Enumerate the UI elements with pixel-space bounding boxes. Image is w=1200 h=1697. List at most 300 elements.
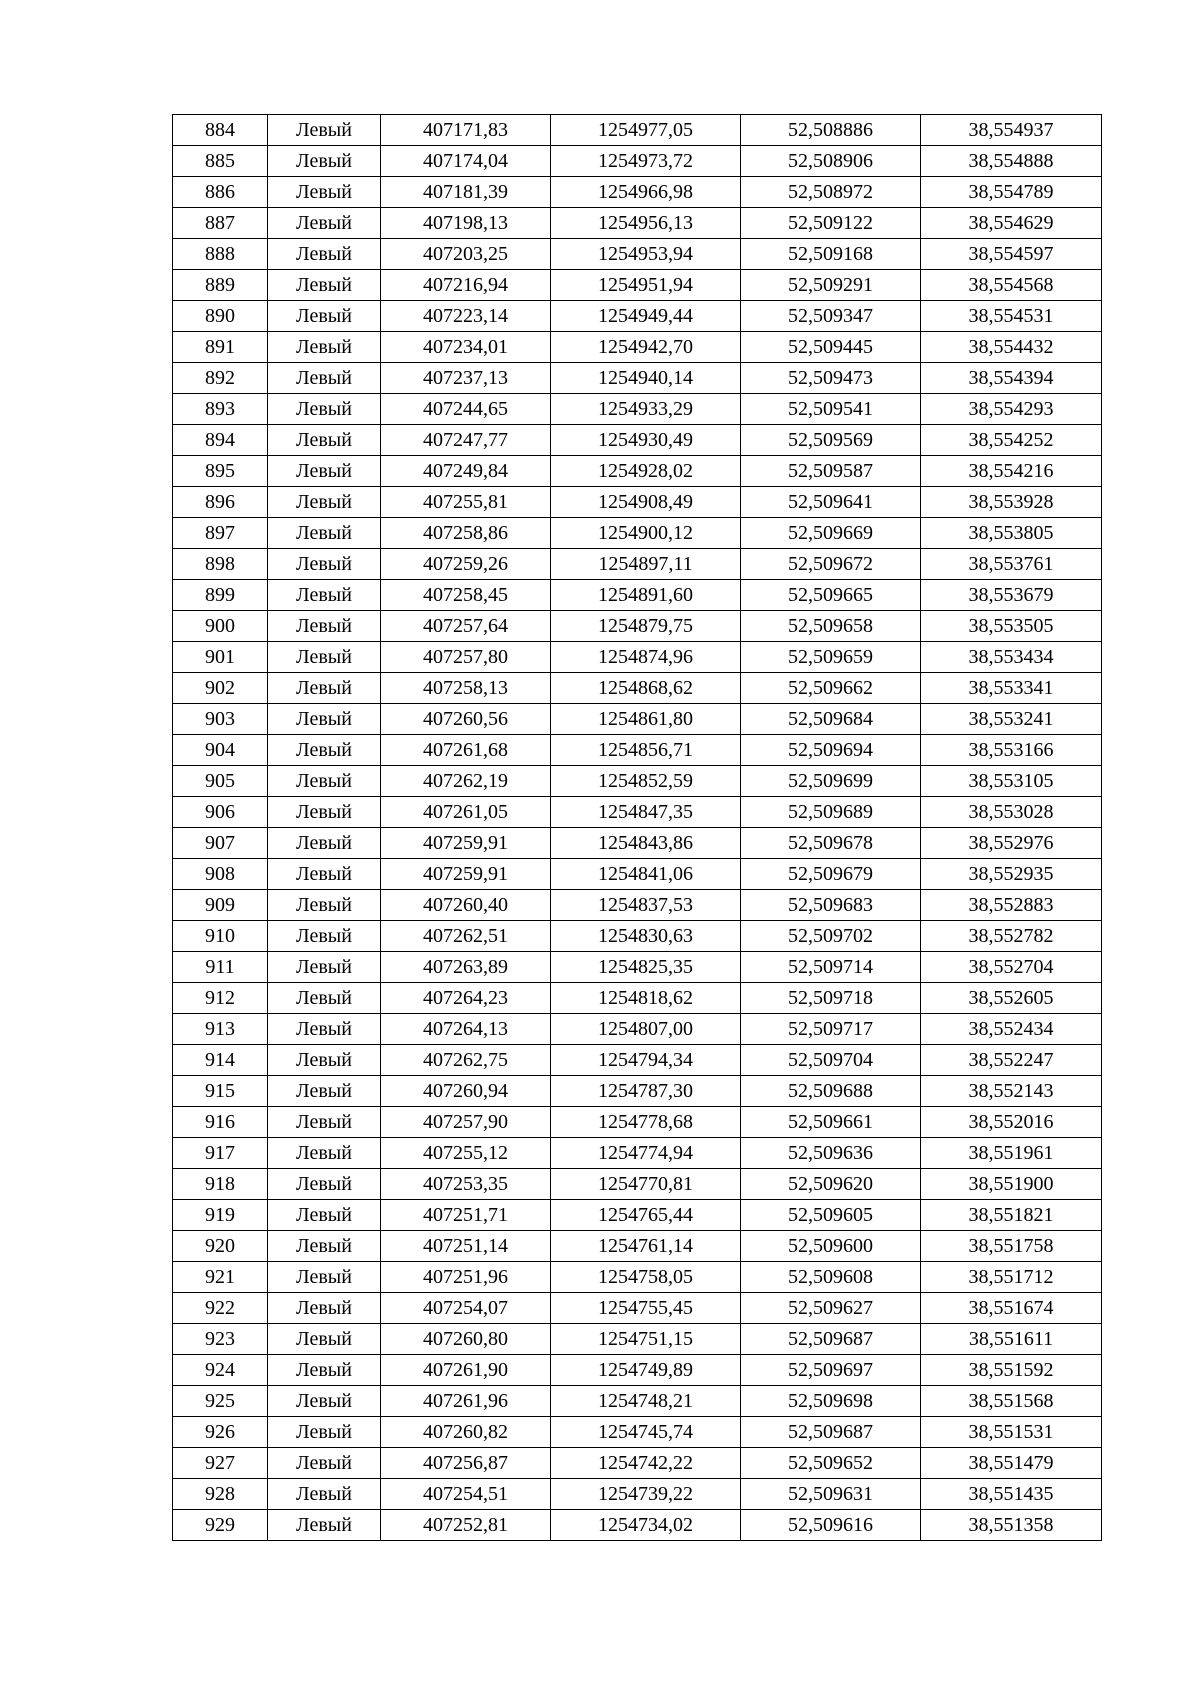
y-coordinate-cell: 1254755,45 <box>551 1293 741 1324</box>
point-number-cell: 919 <box>173 1200 268 1231</box>
latitude-cell: 52,509714 <box>741 952 921 983</box>
y-coordinate-cell: 1254940,14 <box>551 363 741 394</box>
side-cell: Левый <box>268 735 381 766</box>
y-coordinate-cell: 1254818,62 <box>551 983 741 1014</box>
longitude-cell: 38,553341 <box>921 673 1102 704</box>
latitude-cell: 52,509704 <box>741 1045 921 1076</box>
point-number-cell: 913 <box>173 1014 268 1045</box>
point-number-cell: 902 <box>173 673 268 704</box>
longitude-cell: 38,553434 <box>921 642 1102 673</box>
point-number-cell: 920 <box>173 1231 268 1262</box>
longitude-cell: 38,552016 <box>921 1107 1102 1138</box>
y-coordinate-cell: 1254951,94 <box>551 270 741 301</box>
y-coordinate-cell: 1254778,68 <box>551 1107 741 1138</box>
side-cell: Левый <box>268 146 381 177</box>
side-cell: Левый <box>268 673 381 704</box>
latitude-cell: 52,509684 <box>741 704 921 735</box>
side-cell: Левый <box>268 208 381 239</box>
latitude-cell: 52,509662 <box>741 673 921 704</box>
side-cell: Левый <box>268 394 381 425</box>
side-cell: Левый <box>268 580 381 611</box>
table-row <box>173 1417 1102 1448</box>
side-cell: Левый <box>268 425 381 456</box>
table-row <box>173 1200 1102 1231</box>
y-coordinate-cell: 1254966,98 <box>551 177 741 208</box>
point-number-cell: 925 <box>173 1386 268 1417</box>
y-coordinate-cell: 1254874,96 <box>551 642 741 673</box>
latitude-cell: 52,509291 <box>741 270 921 301</box>
longitude-cell: 38,553241 <box>921 704 1102 735</box>
side-cell: Левый <box>268 983 381 1014</box>
longitude-cell: 38,551435 <box>921 1479 1102 1510</box>
table-row <box>173 983 1102 1014</box>
longitude-cell: 38,551592 <box>921 1355 1102 1386</box>
side-cell: Левый <box>268 301 381 332</box>
x-coordinate-cell: 407261,05 <box>381 797 551 828</box>
x-coordinate-cell: 407256,87 <box>381 1448 551 1479</box>
y-coordinate-cell: 1254787,30 <box>551 1076 741 1107</box>
side-cell: Левый <box>268 1262 381 1293</box>
x-coordinate-cell: 407254,51 <box>381 1479 551 1510</box>
side-cell: Левый <box>268 1324 381 1355</box>
x-coordinate-cell: 407249,84 <box>381 456 551 487</box>
x-coordinate-cell: 407258,45 <box>381 580 551 611</box>
x-coordinate-cell: 407244,65 <box>381 394 551 425</box>
point-number-cell: 898 <box>173 549 268 580</box>
side-cell: Левый <box>268 1076 381 1107</box>
y-coordinate-cell: 1254745,74 <box>551 1417 741 1448</box>
x-coordinate-cell: 407260,40 <box>381 890 551 921</box>
table-row <box>173 890 1102 921</box>
y-coordinate-cell: 1254847,35 <box>551 797 741 828</box>
point-number-cell: 916 <box>173 1107 268 1138</box>
table-row <box>173 1262 1102 1293</box>
y-coordinate-cell: 1254749,89 <box>551 1355 741 1386</box>
x-coordinate-cell: 407259,26 <box>381 549 551 580</box>
longitude-cell: 38,554293 <box>921 394 1102 425</box>
table-row <box>173 859 1102 890</box>
table-row <box>173 1045 1102 1076</box>
longitude-cell: 38,551821 <box>921 1200 1102 1231</box>
y-coordinate-cell: 1254856,71 <box>551 735 741 766</box>
point-number-cell: 900 <box>173 611 268 642</box>
latitude-cell: 52,509473 <box>741 363 921 394</box>
longitude-cell: 38,552143 <box>921 1076 1102 1107</box>
point-number-cell: 906 <box>173 797 268 828</box>
longitude-cell: 38,553679 <box>921 580 1102 611</box>
latitude-cell: 52,509665 <box>741 580 921 611</box>
side-cell: Левый <box>268 1169 381 1200</box>
x-coordinate-cell: 407251,14 <box>381 1231 551 1262</box>
x-coordinate-cell: 407255,81 <box>381 487 551 518</box>
side-cell: Левый <box>268 270 381 301</box>
x-coordinate-cell: 407260,56 <box>381 704 551 735</box>
table-row <box>173 704 1102 735</box>
y-coordinate-cell: 1254891,60 <box>551 580 741 611</box>
table-row <box>173 797 1102 828</box>
longitude-cell: 38,552883 <box>921 890 1102 921</box>
x-coordinate-cell: 407251,96 <box>381 1262 551 1293</box>
table-row <box>173 518 1102 549</box>
y-coordinate-cell: 1254977,05 <box>551 115 741 146</box>
table-row <box>173 1138 1102 1169</box>
latitude-cell: 52,509699 <box>741 766 921 797</box>
latitude-cell: 52,509445 <box>741 332 921 363</box>
latitude-cell: 52,509541 <box>741 394 921 425</box>
side-cell: Левый <box>268 890 381 921</box>
side-cell: Левый <box>268 1200 381 1231</box>
table-row <box>173 1014 1102 1045</box>
table-row <box>173 1231 1102 1262</box>
latitude-cell: 52,509669 <box>741 518 921 549</box>
table-row <box>173 828 1102 859</box>
latitude-cell: 52,509697 <box>741 1355 921 1386</box>
x-coordinate-cell: 407257,80 <box>381 642 551 673</box>
longitude-cell: 38,553805 <box>921 518 1102 549</box>
side-cell: Левый <box>268 1479 381 1510</box>
x-coordinate-cell: 407259,91 <box>381 859 551 890</box>
longitude-cell: 38,554568 <box>921 270 1102 301</box>
point-number-cell: 929 <box>173 1510 268 1541</box>
y-coordinate-cell: 1254973,72 <box>551 146 741 177</box>
longitude-cell: 38,553928 <box>921 487 1102 518</box>
coordinates-table <box>172 114 1102 1541</box>
y-coordinate-cell: 1254843,86 <box>551 828 741 859</box>
table-row <box>173 1386 1102 1417</box>
x-coordinate-cell: 407260,94 <box>381 1076 551 1107</box>
point-number-cell: 885 <box>173 146 268 177</box>
y-coordinate-cell: 1254949,44 <box>551 301 741 332</box>
x-coordinate-cell: 407260,82 <box>381 1417 551 1448</box>
longitude-cell: 38,554432 <box>921 332 1102 363</box>
y-coordinate-cell: 1254774,94 <box>551 1138 741 1169</box>
table-row <box>173 1448 1102 1479</box>
point-number-cell: 927 <box>173 1448 268 1479</box>
table-row <box>173 921 1102 952</box>
x-coordinate-cell: 407259,91 <box>381 828 551 859</box>
table-row <box>173 208 1102 239</box>
point-number-cell: 904 <box>173 735 268 766</box>
side-cell: Левый <box>268 177 381 208</box>
side-cell: Левый <box>268 456 381 487</box>
x-coordinate-cell: 407263,89 <box>381 952 551 983</box>
point-number-cell: 888 <box>173 239 268 270</box>
longitude-cell: 38,551358 <box>921 1510 1102 1541</box>
latitude-cell: 52,509718 <box>741 983 921 1014</box>
latitude-cell: 52,509687 <box>741 1324 921 1355</box>
point-number-cell: 891 <box>173 332 268 363</box>
y-coordinate-cell: 1254942,70 <box>551 332 741 363</box>
point-number-cell: 897 <box>173 518 268 549</box>
latitude-cell: 52,509587 <box>741 456 921 487</box>
latitude-cell: 52,509600 <box>741 1231 921 1262</box>
table-row <box>173 952 1102 983</box>
longitude-cell: 38,553761 <box>921 549 1102 580</box>
table-row <box>173 673 1102 704</box>
latitude-cell: 52,509679 <box>741 859 921 890</box>
y-coordinate-cell: 1254807,00 <box>551 1014 741 1045</box>
point-number-cell: 926 <box>173 1417 268 1448</box>
x-coordinate-cell: 407251,71 <box>381 1200 551 1231</box>
longitude-cell: 38,554252 <box>921 425 1102 456</box>
longitude-cell: 38,552782 <box>921 921 1102 952</box>
side-cell: Левый <box>268 1045 381 1076</box>
point-number-cell: 923 <box>173 1324 268 1355</box>
table-row <box>173 146 1102 177</box>
y-coordinate-cell: 1254841,06 <box>551 859 741 890</box>
latitude-cell: 52,509620 <box>741 1169 921 1200</box>
side-cell: Левый <box>268 766 381 797</box>
table-row <box>173 394 1102 425</box>
table-row <box>173 642 1102 673</box>
point-number-cell: 908 <box>173 859 268 890</box>
longitude-cell: 38,551531 <box>921 1417 1102 1448</box>
latitude-cell: 52,509605 <box>741 1200 921 1231</box>
latitude-cell: 52,508886 <box>741 115 921 146</box>
longitude-cell: 38,552976 <box>921 828 1102 859</box>
table-row <box>173 735 1102 766</box>
y-coordinate-cell: 1254761,14 <box>551 1231 741 1262</box>
longitude-cell: 38,551479 <box>921 1448 1102 1479</box>
y-coordinate-cell: 1254956,13 <box>551 208 741 239</box>
side-cell: Левый <box>268 859 381 890</box>
longitude-cell: 38,551961 <box>921 1138 1102 1169</box>
coordinates-table-body <box>173 115 1102 1541</box>
point-number-cell: 905 <box>173 766 268 797</box>
y-coordinate-cell: 1254734,02 <box>551 1510 741 1541</box>
side-cell: Левый <box>268 332 381 363</box>
y-coordinate-cell: 1254861,80 <box>551 704 741 735</box>
latitude-cell: 52,509658 <box>741 611 921 642</box>
longitude-cell: 38,551712 <box>921 1262 1102 1293</box>
y-coordinate-cell: 1254837,53 <box>551 890 741 921</box>
y-coordinate-cell: 1254879,75 <box>551 611 741 642</box>
latitude-cell: 52,509661 <box>741 1107 921 1138</box>
point-number-cell: 892 <box>173 363 268 394</box>
latitude-cell: 52,509627 <box>741 1293 921 1324</box>
y-coordinate-cell: 1254758,05 <box>551 1262 741 1293</box>
x-coordinate-cell: 407174,04 <box>381 146 551 177</box>
y-coordinate-cell: 1254748,21 <box>551 1386 741 1417</box>
longitude-cell: 38,552704 <box>921 952 1102 983</box>
longitude-cell: 38,552605 <box>921 983 1102 1014</box>
longitude-cell: 38,553105 <box>921 766 1102 797</box>
x-coordinate-cell: 407252,81 <box>381 1510 551 1541</box>
y-coordinate-cell: 1254830,63 <box>551 921 741 952</box>
x-coordinate-cell: 407264,13 <box>381 1014 551 1045</box>
point-number-cell: 912 <box>173 983 268 1014</box>
point-number-cell: 894 <box>173 425 268 456</box>
point-number-cell: 895 <box>173 456 268 487</box>
x-coordinate-cell: 407260,80 <box>381 1324 551 1355</box>
latitude-cell: 52,509168 <box>741 239 921 270</box>
longitude-cell: 38,554597 <box>921 239 1102 270</box>
point-number-cell: 903 <box>173 704 268 735</box>
latitude-cell: 52,509641 <box>741 487 921 518</box>
side-cell: Левый <box>268 611 381 642</box>
table-row <box>173 1293 1102 1324</box>
table-row <box>173 115 1102 146</box>
table-row <box>173 580 1102 611</box>
side-cell: Левый <box>268 1107 381 1138</box>
table-row <box>173 549 1102 580</box>
table-row <box>173 611 1102 642</box>
y-coordinate-cell: 1254794,34 <box>551 1045 741 1076</box>
table-row <box>173 1324 1102 1355</box>
point-number-cell: 907 <box>173 828 268 859</box>
latitude-cell: 52,509347 <box>741 301 921 332</box>
table-row <box>173 766 1102 797</box>
side-cell: Левый <box>268 1138 381 1169</box>
table-row <box>173 1355 1102 1386</box>
table-row <box>173 1169 1102 1200</box>
point-number-cell: 886 <box>173 177 268 208</box>
table-row <box>173 1510 1102 1541</box>
x-coordinate-cell: 407181,39 <box>381 177 551 208</box>
x-coordinate-cell: 407262,51 <box>381 921 551 952</box>
latitude-cell: 52,509616 <box>741 1510 921 1541</box>
table-row <box>173 239 1102 270</box>
y-coordinate-cell: 1254868,62 <box>551 673 741 704</box>
longitude-cell: 38,554888 <box>921 146 1102 177</box>
point-number-cell: 914 <box>173 1045 268 1076</box>
side-cell: Левый <box>268 642 381 673</box>
point-number-cell: 890 <box>173 301 268 332</box>
table-row <box>173 270 1102 301</box>
side-cell: Левый <box>268 828 381 859</box>
longitude-cell: 38,552247 <box>921 1045 1102 1076</box>
latitude-cell: 52,509122 <box>741 208 921 239</box>
x-coordinate-cell: 407237,13 <box>381 363 551 394</box>
side-cell: Левый <box>268 952 381 983</box>
x-coordinate-cell: 407171,83 <box>381 115 551 146</box>
y-coordinate-cell: 1254852,59 <box>551 766 741 797</box>
latitude-cell: 52,509683 <box>741 890 921 921</box>
longitude-cell: 38,554531 <box>921 301 1102 332</box>
side-cell: Левый <box>268 1417 381 1448</box>
side-cell: Левый <box>268 115 381 146</box>
longitude-cell: 38,551758 <box>921 1231 1102 1262</box>
latitude-cell: 52,509694 <box>741 735 921 766</box>
latitude-cell: 52,509717 <box>741 1014 921 1045</box>
latitude-cell: 52,509659 <box>741 642 921 673</box>
latitude-cell: 52,509689 <box>741 797 921 828</box>
latitude-cell: 52,508906 <box>741 146 921 177</box>
longitude-cell: 38,553505 <box>921 611 1102 642</box>
point-number-cell: 910 <box>173 921 268 952</box>
point-number-cell: 924 <box>173 1355 268 1386</box>
latitude-cell: 52,509608 <box>741 1262 921 1293</box>
point-number-cell: 909 <box>173 890 268 921</box>
x-coordinate-cell: 407257,90 <box>381 1107 551 1138</box>
longitude-cell: 38,554394 <box>921 363 1102 394</box>
point-number-cell: 928 <box>173 1479 268 1510</box>
table-row <box>173 177 1102 208</box>
side-cell: Левый <box>268 1231 381 1262</box>
side-cell: Левый <box>268 1386 381 1417</box>
table-row <box>173 425 1102 456</box>
x-coordinate-cell: 407234,01 <box>381 332 551 363</box>
x-coordinate-cell: 407255,12 <box>381 1138 551 1169</box>
latitude-cell: 52,509678 <box>741 828 921 859</box>
latitude-cell: 52,509688 <box>741 1076 921 1107</box>
point-number-cell: 893 <box>173 394 268 425</box>
side-cell: Левый <box>268 1510 381 1541</box>
x-coordinate-cell: 407258,86 <box>381 518 551 549</box>
table-row <box>173 487 1102 518</box>
latitude-cell: 52,509672 <box>741 549 921 580</box>
side-cell: Левый <box>268 363 381 394</box>
y-coordinate-cell: 1254825,35 <box>551 952 741 983</box>
latitude-cell: 52,509687 <box>741 1417 921 1448</box>
point-number-cell: 922 <box>173 1293 268 1324</box>
table-row <box>173 1479 1102 1510</box>
side-cell: Левый <box>268 549 381 580</box>
longitude-cell: 38,554789 <box>921 177 1102 208</box>
point-number-cell: 911 <box>173 952 268 983</box>
side-cell: Левый <box>268 921 381 952</box>
x-coordinate-cell: 407223,14 <box>381 301 551 332</box>
latitude-cell: 52,509698 <box>741 1386 921 1417</box>
y-coordinate-cell: 1254953,94 <box>551 239 741 270</box>
point-number-cell: 917 <box>173 1138 268 1169</box>
x-coordinate-cell: 407261,68 <box>381 735 551 766</box>
table-row <box>173 332 1102 363</box>
point-number-cell: 889 <box>173 270 268 301</box>
y-coordinate-cell: 1254897,11 <box>551 549 741 580</box>
latitude-cell: 52,509569 <box>741 425 921 456</box>
x-coordinate-cell: 407216,94 <box>381 270 551 301</box>
x-coordinate-cell: 407262,19 <box>381 766 551 797</box>
x-coordinate-cell: 407264,23 <box>381 983 551 1014</box>
y-coordinate-cell: 1254908,49 <box>551 487 741 518</box>
longitude-cell: 38,554216 <box>921 456 1102 487</box>
y-coordinate-cell: 1254770,81 <box>551 1169 741 1200</box>
y-coordinate-cell: 1254930,49 <box>551 425 741 456</box>
x-coordinate-cell: 407253,35 <box>381 1169 551 1200</box>
y-coordinate-cell: 1254900,12 <box>551 518 741 549</box>
side-cell: Левый <box>268 487 381 518</box>
longitude-cell: 38,554629 <box>921 208 1102 239</box>
side-cell: Левый <box>268 239 381 270</box>
table-row <box>173 1107 1102 1138</box>
longitude-cell: 38,553028 <box>921 797 1102 828</box>
x-coordinate-cell: 407262,75 <box>381 1045 551 1076</box>
point-number-cell: 901 <box>173 642 268 673</box>
x-coordinate-cell: 407261,96 <box>381 1386 551 1417</box>
longitude-cell: 38,552434 <box>921 1014 1102 1045</box>
x-coordinate-cell: 407247,77 <box>381 425 551 456</box>
x-coordinate-cell: 407258,13 <box>381 673 551 704</box>
x-coordinate-cell: 407198,13 <box>381 208 551 239</box>
point-number-cell: 921 <box>173 1262 268 1293</box>
point-number-cell: 899 <box>173 580 268 611</box>
table-row <box>173 1076 1102 1107</box>
longitude-cell: 38,551674 <box>921 1293 1102 1324</box>
table-row <box>173 456 1102 487</box>
latitude-cell: 52,509636 <box>741 1138 921 1169</box>
side-cell: Левый <box>268 1355 381 1386</box>
point-number-cell: 915 <box>173 1076 268 1107</box>
side-cell: Левый <box>268 1014 381 1045</box>
longitude-cell: 38,551611 <box>921 1324 1102 1355</box>
side-cell: Левый <box>268 1293 381 1324</box>
longitude-cell: 38,551900 <box>921 1169 1102 1200</box>
table-row <box>173 363 1102 394</box>
y-coordinate-cell: 1254742,22 <box>551 1448 741 1479</box>
longitude-cell: 38,552935 <box>921 859 1102 890</box>
side-cell: Левый <box>268 1448 381 1479</box>
